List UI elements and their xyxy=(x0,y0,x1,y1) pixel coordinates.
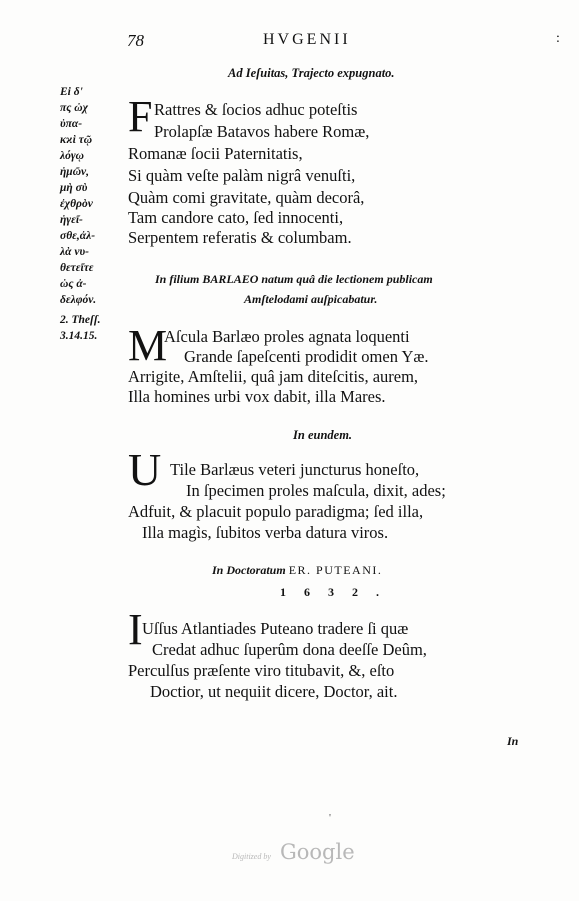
margin-note-line: λόγῳ xyxy=(60,150,84,162)
poem1-dropcap: F xyxy=(128,92,153,141)
poem2-title-line2: Amſtelodami auſpicabatur. xyxy=(244,292,378,306)
poem1-line: Prolapſæ Batavos habere Romæ, xyxy=(154,122,370,141)
margin-note-line: πς ὡχ xyxy=(60,102,88,114)
margin-note-line: Ei δ' xyxy=(60,86,83,98)
poem2-dropcap: M xyxy=(128,321,168,370)
catchword: In xyxy=(507,734,519,748)
poem2-title-line1: In filium BARLAEO natum quâ die lectionem publicam xyxy=(155,272,433,286)
poem2-line: Aſcula Barlæo proles agnata loquenti xyxy=(164,327,410,346)
poem1-line: Quàm comi gravitate, quàm decorâ, xyxy=(128,188,365,207)
poem3-line: Adfuit, & placuit populo paradigma; ſed illa, xyxy=(128,502,424,521)
poem1-line: Serpentem referatis & columbam. xyxy=(128,228,352,247)
margin-note-line: θετεῖτε xyxy=(60,262,94,274)
poem3-title: In eundem. xyxy=(293,428,353,442)
poem2-line: Arrigite, Amſtelii, quâ jam diteſcitis, aurem, xyxy=(128,367,419,386)
poem3-dropcap: U xyxy=(128,444,162,495)
footer-mark: ' xyxy=(329,812,331,824)
margin-note-line: ἡγεῖ- xyxy=(60,214,83,226)
poem1-title: Ad Ieſuitas, Trajecto expugnato. xyxy=(228,66,395,80)
margin-note-line: ἐχθρὸν xyxy=(60,198,93,210)
poem4-line: Doctior, ut nequiit dicere, Doctor, ait. xyxy=(150,682,398,701)
margin-note-line: λὰ νυ- xyxy=(60,246,89,258)
poem4-title xyxy=(212,563,382,578)
poem4-line: Perculſus præſente viro titubavit, &, eſto xyxy=(128,661,395,680)
poem4-line: Credat adhuc ſuperûm dona deeſſe Deûm, xyxy=(152,640,427,659)
margin-notes xyxy=(60,84,126,344)
poem3-line: In ſpecimen proles maſcula, dixit, ades; xyxy=(186,481,446,500)
margin-note-line: ὡς ἀ- xyxy=(60,278,87,290)
poem4-title-name: ER. PUTEANI. xyxy=(288,563,383,577)
poem4-title-lead: In Doctoratum xyxy=(212,563,286,577)
poem3-line: Tile Barlæus veteri juncturus honeſto, xyxy=(170,460,420,479)
poem1-line: Tam candore cato, ſed innocenti, xyxy=(128,208,344,227)
poem1-line: Rattres & ſocios adhuc poteſtis xyxy=(154,100,358,119)
poem4-dropcap: I xyxy=(128,605,143,654)
page-number: 78 xyxy=(127,31,144,50)
corner-mark: : xyxy=(556,31,560,46)
poem1-line: Romanæ ſocii Paternitatis, xyxy=(128,144,303,163)
digitized-label: Digitized by xyxy=(232,852,271,861)
poem4-line: Uſſus Atlantiades Puteano tradere ſi quæ xyxy=(142,619,409,638)
poem1-line: Si quàm veſte palàm nigrâ venuſti, xyxy=(128,166,356,185)
margin-note-line: δελφόν. xyxy=(60,294,97,306)
margin-note-line: σθε,ἀλ- xyxy=(60,230,96,242)
margin-note-line: ἡμῶν, xyxy=(60,166,90,178)
poem2-line: Illa homines urbi vox dabit, illa Mares. xyxy=(128,387,386,406)
poem3-line: Illa magìs, ſubitos verba datura viros. xyxy=(142,523,389,542)
poem2-line: Grande ſapeſcenti prodidit omen Yæ. xyxy=(184,347,429,366)
google-watermark: Google xyxy=(280,840,355,864)
running-head: HVGENII xyxy=(263,31,351,48)
margin-note-line: μὴ σὺ xyxy=(60,182,88,194)
margin-note-line: κϰὶ τῷ xyxy=(60,134,93,146)
poem4-year: 1632. xyxy=(280,585,397,599)
margin-note-line: 2. Theſſ. xyxy=(60,314,101,326)
margin-note-line: ὑπα- xyxy=(60,118,83,130)
margin-note-line: 3.14.15. xyxy=(60,330,98,342)
